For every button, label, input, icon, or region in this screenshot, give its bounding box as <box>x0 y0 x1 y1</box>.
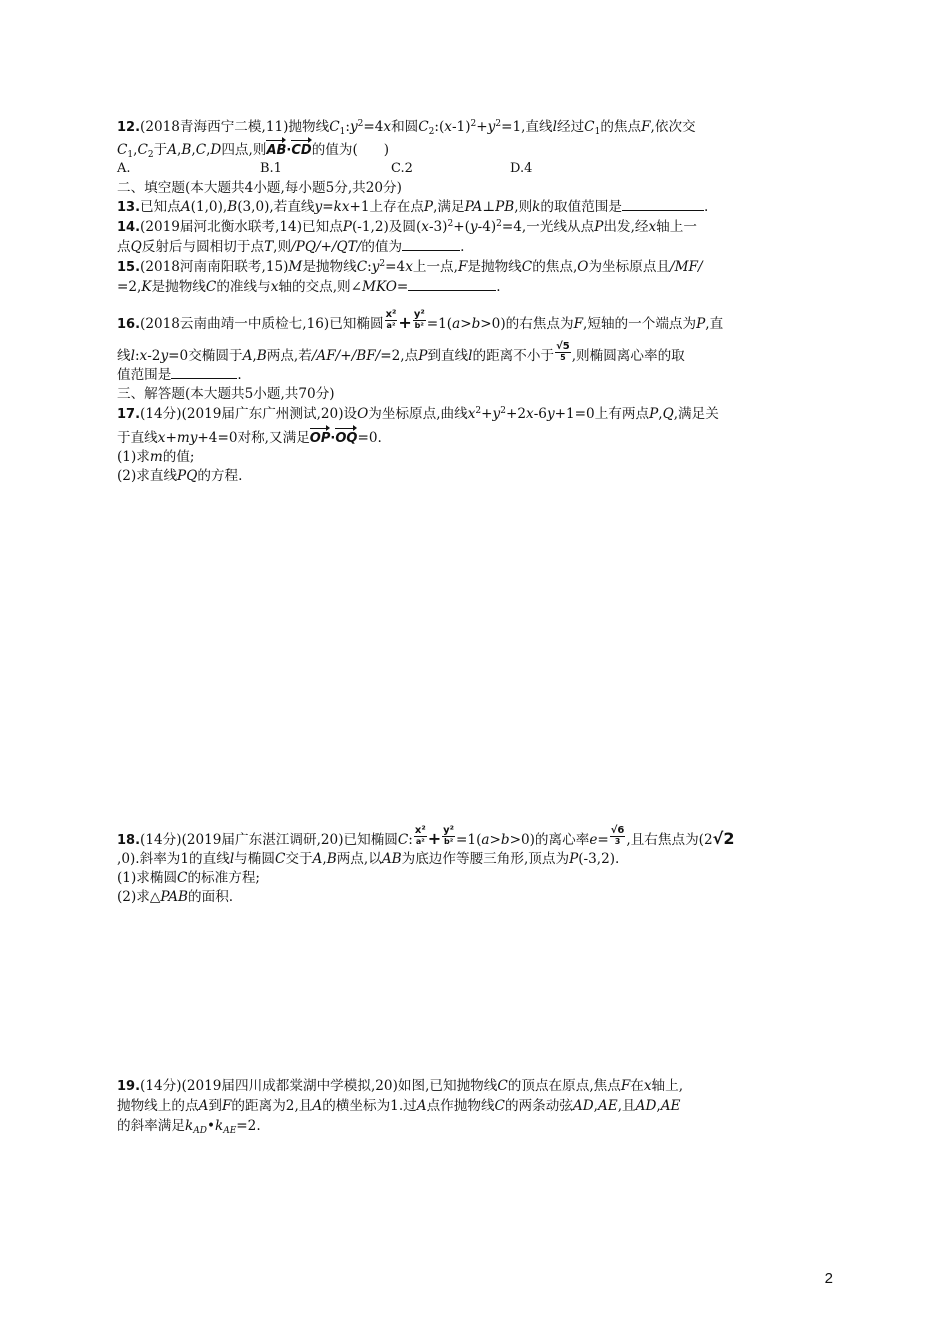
question-number: 12. <box>117 120 141 135</box>
question-number: 17. <box>117 407 141 422</box>
q16-line1: 16.(2018云南曲靖一中质检七,16)已知椭圆 $\frac{\text{x²}}{\text{a²}}$ + $\frac{\text{y²}}{\text{b²}}$ =1(a>b>0)的右焦点为F,短轴的一个端点为P,直 <box>117 309 724 332</box>
q12-line1: 12.(2018青海西宁二模,11)抛物线$C_1:y^2=4x$和圆$C_2:(x-1)^2+y^2=1$,直线l经过$C_1$的焦点F,依次交 <box>117 119 696 137</box>
fraction-x2-a2: $\frac{\text{x²}}{\text{a²}}$ <box>385 309 397 330</box>
fraction-x2-a2: $\frac{\text{x²}}{\text{a²}}$ <box>414 825 426 846</box>
q14-line1: 14.(2019届河北衡水联考,14)已知点P(-1,2)及圆$(x-3)^2+(y-4)^2=4$,一光线从点P出发,经x轴上一 <box>117 219 697 235</box>
q18-part2: (2)求△PAB的面积. <box>117 889 234 905</box>
answer-blank <box>622 198 704 211</box>
option-a: A. <box>117 161 131 176</box>
answer-blank <box>171 366 237 379</box>
vector-ab: AB <box>266 140 286 160</box>
answer-blank <box>408 278 496 291</box>
q15-line1: 15.(2018河南南阳联考,15)M是抛物线$C:y^2=4x$上一点,F是抛物线C的焦点,O为坐标原点且/MF/ <box>117 259 703 275</box>
option-c: C.2 <box>391 161 413 176</box>
page-number: 2 <box>824 1270 833 1287</box>
q18-line1: 18.(14分)(2019届广东湛江调研,20)已知椭圆C: $\frac{\text{x²}}{\text{a²}}$ + $\frac{\text{y²}}{\text{b²}}$ =1(a>b>0)的离心率e= $\frac{√6}{3}$ ,且右焦点为(2√2 <box>117 825 735 848</box>
vector-cd: CD <box>291 140 311 160</box>
q17-part2: (2)求直线PQ的方程. <box>117 468 243 484</box>
section-heading-solutions: 三、解答题(本大题共5小题,共70分) <box>117 386 335 402</box>
q15-line2: =2,K是抛物线C的准线与x轴的交点,则∠MKO= . <box>117 279 501 295</box>
q18-part1: (1)求椭圆C的标准方程; <box>117 870 261 886</box>
q18-line2: ,0).斜率为1的直线l与椭圆C交于A,B两点,以AB为底边作等腰三角形,顶点为P(-3,2). <box>117 851 620 867</box>
answer-blank <box>402 238 460 251</box>
question-number: 16. <box>117 317 141 332</box>
q14-line2: 点Q反射后与圆相切于点T,则/PQ/+/QT/的值为 . <box>117 239 465 255</box>
section-heading-fill-in: 二、填空题(本大题共4小题,每小题5分,共20分) <box>117 180 402 196</box>
option-d: D.4 <box>510 161 533 176</box>
q17-line1: 17.(14分)(2019届广东广州测试,20)设O为坐标原点,曲线$x^2+y^2+2x-6y+1=0$上有两点P,Q,满足关 <box>117 406 719 422</box>
fraction-y2-b2: $\frac{\text{y²}}{\text{b²}}$ <box>413 309 425 330</box>
sqrt-2: √2 <box>712 829 735 848</box>
q12-line2: $C_1,C_2$于A,B,C,D四点,则AB·CD的值为( ) <box>117 142 390 160</box>
q13-line1: 13.已知点A(1,0),B(3,0),若直线y=kx+1上存在点P,满足PA⊥PB,则k的取值范围是 . <box>117 199 709 215</box>
vector-oq: OQ <box>335 428 357 448</box>
q19-line2: 抛物线上的点A到F的距离为2,且A的横坐标为1.过A点作抛物线C的两条动弦AD,AE,且AD,AE <box>117 1098 681 1114</box>
fraction-y2-b2: $\frac{\text{y²}}{\text{b²}}$ <box>443 825 455 846</box>
question-number: 19. <box>117 1079 141 1094</box>
question-number: 14. <box>117 220 141 235</box>
option-b: B.1 <box>260 161 282 176</box>
q19-line1: 19.(14分)(2019届四川成都棠湖中学模拟,20)如图,已知抛物线C的顶点在原点,焦点F在x轴上, <box>117 1078 684 1094</box>
fraction-sqrt5-5: $\frac{√5}{5}$ <box>556 341 570 362</box>
q17-part1: (1)求m的值; <box>117 449 195 465</box>
question-number: 13. <box>117 200 141 215</box>
vector-op: OP <box>310 428 331 448</box>
q16-line3: 值范围是 . <box>117 367 242 383</box>
q17-line2: 于直线x+my+4=0对称,又满足OP·OQ=0. <box>117 430 382 446</box>
question-number: 18. <box>117 833 141 848</box>
fraction-sqrt6-3: $\frac{√6}{3}$ <box>610 825 625 846</box>
question-number: 15. <box>117 260 141 275</box>
q19-line3: 的斜率满足$k_{AD}•k_{AE}=2$. <box>117 1118 261 1136</box>
q16-line2: 线l:x-2y=0交椭圆于A,B两点,若/AF/+/BF/=2,点P到直线l的距离不小于 $\frac{√5}{5}$ ,则椭圆离心率的取 <box>117 341 685 364</box>
